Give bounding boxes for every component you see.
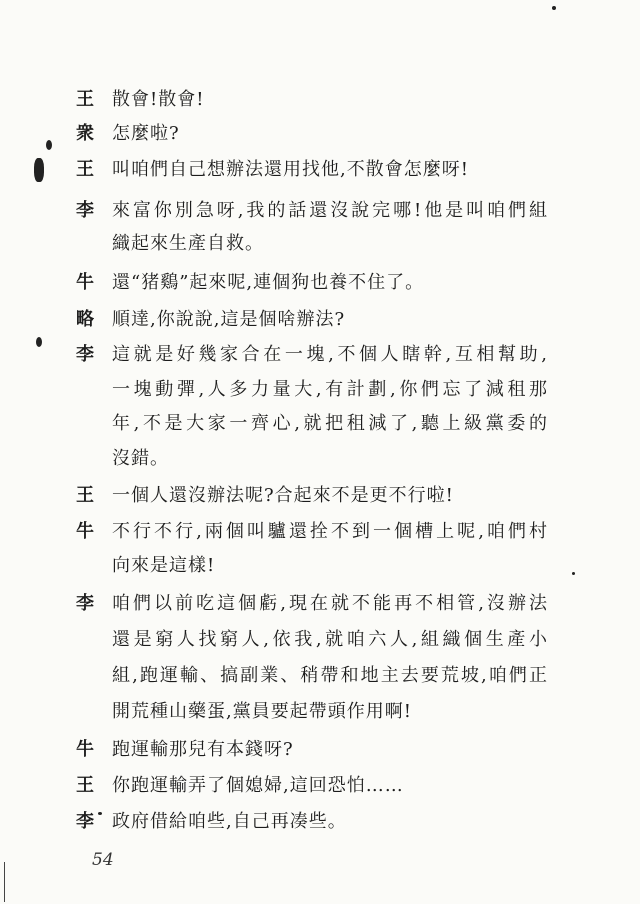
speaker-label: 王	[76, 159, 94, 180]
dialogue-line: 年,不是大家一齊心,就把租減了,聽上級黨委的	[112, 413, 548, 434]
speaker-label: 李	[76, 811, 94, 832]
ink-speck	[98, 812, 102, 815]
speaker-label: 牛	[76, 739, 94, 760]
dialogue-line: 還是窮人找窮人,依我,就咱六人,組織個生產小	[112, 629, 548, 650]
speaker-label: 李	[76, 593, 94, 614]
page-number: 54	[92, 850, 114, 870]
dialogue-line: 跑運輸那兒有本錢呀?	[112, 739, 294, 760]
dialogue-line: 你跑運輸弄了個媳婦,這回恐怕……	[112, 775, 404, 796]
dialogue-line: 政府借給咱些,自己再凑些。	[112, 811, 347, 832]
speaker-label: 王	[76, 775, 94, 796]
dialogue-line: 散會!散會!	[112, 89, 205, 110]
ink-blot	[36, 337, 42, 347]
dialogue-line: 還“猪鷄”起來呢,連個狗也養不住了。	[112, 272, 425, 293]
dialogue-line: 怎麼啦?	[112, 123, 180, 144]
dialogue-line: 組,跑運輸、搞副業、稍帶和地主去要荒坡,咱們正	[112, 665, 548, 686]
dialogue-line: 向來是這樣!	[112, 555, 216, 576]
speaker-label: 李	[76, 200, 94, 221]
dialogue-line: 織起來生產自救。	[112, 233, 264, 254]
dialogue-line: 來富你別急呀,我的話還沒說完哪!他是叫咱們組	[112, 200, 548, 221]
dialogue-line: 開荒種山藥蛋,黨員要起帶頭作用啊!	[112, 701, 412, 722]
speaker-label: 王	[76, 89, 94, 110]
ink-speck	[572, 572, 575, 575]
speaker-label: 略	[76, 309, 94, 330]
dialogue-line: 沒錯。	[112, 448, 169, 469]
dialogue-line: 叫咱們自己想辦法還用找他,不散會怎麼呀!	[112, 159, 469, 180]
dialogue-line: 一塊動彈,人多力量大,有計劃,你們忘了減租那	[112, 379, 548, 400]
speaker-label: 衆	[76, 123, 94, 144]
speaker-label: 牛	[76, 272, 94, 293]
ink-blot	[34, 158, 44, 182]
scan-edge-line	[4, 862, 5, 902]
ink-blot	[46, 140, 52, 150]
dialogue-line: 咱們以前吃這個虧,現在就不能再不相管,沒辦法	[112, 593, 548, 614]
ink-speck	[552, 6, 556, 10]
dialogue-line: 這就是好幾家合在一塊,不個人瞎幹,互相幫助,	[112, 344, 548, 365]
dialogue-line: 順達,你說說,這是個啥辦法?	[112, 309, 346, 330]
dialogue-line: 不行不行,兩個叫驢還拴不到一個槽上呢,咱們村	[112, 521, 548, 542]
speaker-label: 李	[76, 344, 94, 365]
dialogue-line: 一個人還沒辦法呢?合起來不是更不行啦!	[112, 485, 454, 506]
speaker-label: 牛	[76, 521, 94, 542]
speaker-label: 王	[76, 485, 94, 506]
